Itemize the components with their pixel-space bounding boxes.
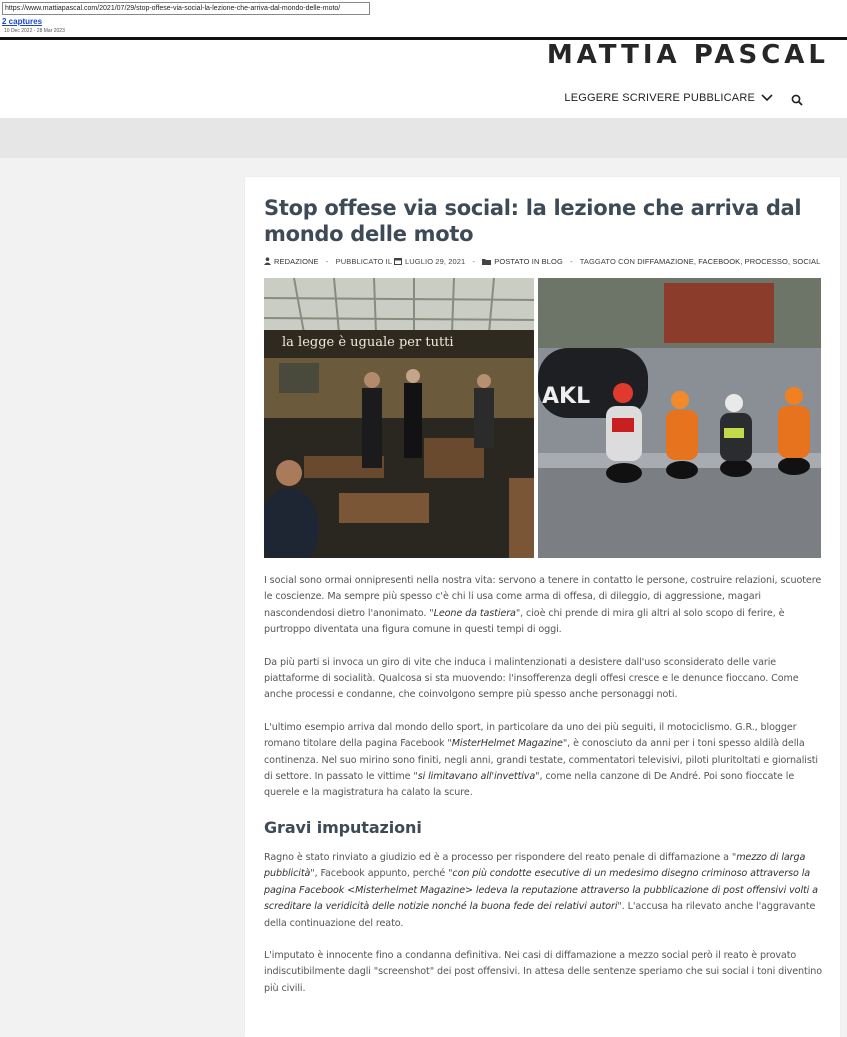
publish-date: LUGLIO 29, 2021	[405, 257, 466, 266]
chevron-down-icon[interactable]	[761, 93, 773, 103]
section-heading: Gravi imputazioni	[264, 817, 422, 837]
tags-label: TAGGATO CON	[579, 257, 636, 266]
url-field[interactable]: https://www.mattiapascal.com/2021/07/29/stop-offese-via-social-la-lezione-che-arriva-dal-mondo-delle-moto/	[2, 2, 370, 15]
paragraph: L'ultimo esempio arriva dal mondo dello sport, in particolare da uno dei più seguiti, il motociclismo. G.R., blogger romano titolare della pagina Facebook "MisterHelmet Magazine", è conosciuto da anni per i toni spesso aldilà della continenza. Nel suo mirino sono finiti, negli anni, grandi testate, commentatori televisivi, piloti pluritoltati e giornalisti di settore. In passato le vittime "si limitavano all'invettiva", come nella canzone di De André. Poi sono fioccate le querele e la magistratura ha calato la scure.	[264, 721, 818, 799]
calendar-icon	[394, 257, 402, 265]
nav-item-leggere-scrivere-pubblicare[interactable]: LEGGERE SCRIVERE PUBBLICARE	[564, 92, 755, 104]
published-label: PUBBLICATO IL	[335, 257, 392, 266]
site-header	[0, 40, 847, 118]
capture-dates: 10 Dec 2022 - 28 Mar 2023	[4, 28, 65, 34]
svg-text:AKL: AKL	[542, 384, 591, 409]
wayback-toolbar	[0, 0, 847, 40]
paragraph: I social sono ormai onnipresenti nella nostra vita: servono a tenere in contatto le persone, costruire relazioni, scuotere le coscienze. Ma sempre più spesso c'è chi li usa come arma di offesa, di dileggio, di aggressione, magari nascondendosi dietro l'anonimato. "Leone da tastiera", cioè chi prende di mira gli altri al solo scopo di ferire, è purtroppo diventata una figura comune in questi tempi di oggi.	[264, 575, 822, 636]
paragraph: L'imputato è innocente fino a condanna definitiva. Nei casi di diffamazione a mezzo social però il reato è provato indiscutibilmente dagli "screenshot" dei post offensivi. In attesa delle sentenze speriamo che sui social i toni diventino più civili.	[264, 949, 823, 994]
article-title: Stop offese via social: la lezione che arriva dal mondo delle moto	[264, 196, 802, 246]
author-link[interactable]: REDAZIONE	[274, 257, 319, 266]
tags-links[interactable]: DIFFAMAZIONE, FACEBOOK, PROCESSO, SOCIAL	[637, 257, 821, 266]
article-card	[245, 177, 840, 1037]
folder-icon	[482, 258, 491, 265]
captures-link[interactable]: 2 captures	[2, 17, 43, 26]
site-title[interactable]: MATTIA PASCAL	[546, 40, 829, 70]
category-link[interactable]: POSTATO IN BLOG	[494, 257, 563, 266]
article-meta: REDAZIONE - PUBBLICATO IL LUGLIO 29, 2021 - POSTATO IN BLOG - TAGGATO CON DIFFAMAZIONE, FACEBOOK, PROCESSO, SOCIAL	[264, 257, 834, 266]
user-icon	[264, 257, 271, 265]
header-band	[0, 118, 847, 158]
paragraph: Da più parti si invoca un giro di vite che induca i malintenzionati a desistere dall'uso sconsiderato delle varie piattaforme di socialità. Qualcosa si sta muovendo: l'insofferenza degli offesi cresce e le denunce fioccano. Come anche processi e condanne, che coinvolgono sempre più spesso anche personaggi noti.	[264, 656, 799, 701]
main-nav	[564, 92, 773, 104]
hero-image	[264, 278, 821, 558]
search-icon[interactable]	[791, 94, 803, 106]
hero-sign-text: la legge è uguale per tutti	[282, 335, 454, 350]
article-body	[264, 573, 824, 1013]
paragraph: Ragno è stato rinviato a giudizio ed è a processo per rispondere del reato penale di diffamazione a "mezzo di larga pubblicità", Facebook appunto, perché "con più condotte esecutive di un medesimo disegno criminoso attraverso la pagina Facebook <Misterhelmet Magazine> ledeva la reputazione attraverso la pubblicazione di post offensivi volti a screditare la veridicità delle notizie nonché la buona fede dei relativi autori". L'accusa ha rilevato anche l'aggravante della continuazione del reato.	[264, 851, 818, 929]
